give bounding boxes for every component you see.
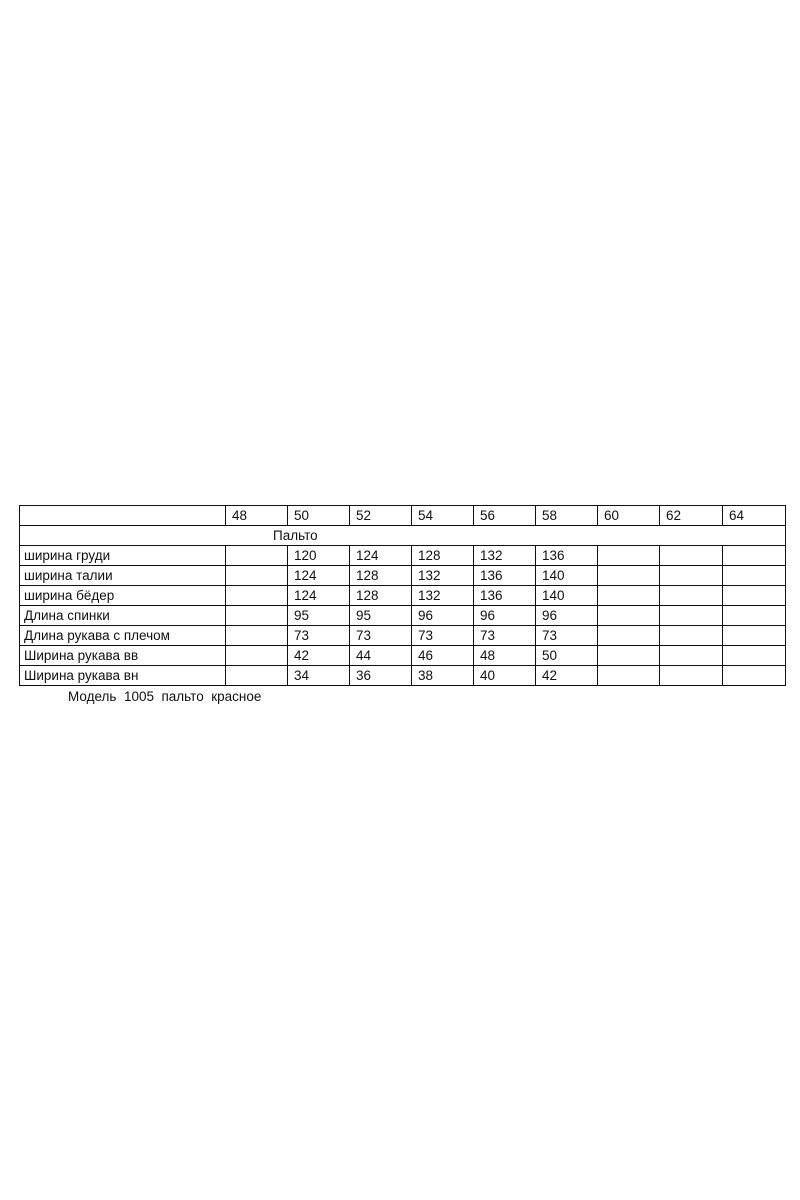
size-header-cell: 60: [598, 506, 660, 526]
table-cell: [723, 586, 786, 606]
table-cell: [660, 626, 723, 646]
size-header-cell: 56: [474, 506, 536, 526]
table-cell: 48: [474, 646, 536, 666]
table-cell: [598, 646, 660, 666]
table-cell: [226, 646, 288, 666]
table-cell: [723, 646, 786, 666]
row-label: ширина груди: [20, 546, 226, 566]
table-cell: [226, 626, 288, 646]
table-cell: 73: [288, 626, 350, 646]
table-cell: 132: [412, 586, 474, 606]
table-cell: 140: [536, 566, 598, 586]
table-cell: [723, 666, 786, 686]
table-cell: 73: [474, 626, 536, 646]
table-cell: 73: [536, 626, 598, 646]
table-row: [20, 566, 786, 586]
table-cell: [723, 546, 786, 566]
table-cell: 132: [474, 546, 536, 566]
size-header-cell: 50: [288, 506, 350, 526]
row-label: Длина рукава с плечом: [20, 626, 226, 646]
table-cell: 140: [536, 586, 598, 606]
table-cell: 34: [288, 666, 350, 686]
table-cell: [723, 566, 786, 586]
table-cell: [723, 626, 786, 646]
table-cell: 136: [474, 566, 536, 586]
size-chart-table: [19, 505, 786, 686]
table-row: [20, 606, 786, 626]
table-cell: 95: [288, 606, 350, 626]
table-cell: [723, 606, 786, 626]
table-cell: [660, 546, 723, 566]
table-cell: 124: [350, 546, 412, 566]
table-cell: 36: [350, 666, 412, 686]
table-cell: 128: [412, 546, 474, 566]
table-cell: 124: [288, 586, 350, 606]
row-label: Ширина рукава вн: [20, 666, 226, 686]
table-cell: 128: [350, 586, 412, 606]
table-cell: [226, 566, 288, 586]
section-title-row: [20, 526, 786, 546]
section-title: Пальто: [20, 526, 786, 546]
table-cell: [598, 586, 660, 606]
size-header-cell: 54: [412, 506, 474, 526]
table-cell: [226, 666, 288, 686]
table-cell: 120: [288, 546, 350, 566]
table-row: [20, 666, 786, 686]
table-row: [20, 646, 786, 666]
size-header-cell: 52: [350, 506, 412, 526]
size-header-cell: 58: [536, 506, 598, 526]
table-cell: 136: [474, 586, 536, 606]
table-cell: 44: [350, 646, 412, 666]
table-cell: [660, 666, 723, 686]
table-cell: 73: [350, 626, 412, 646]
table-cell: [660, 606, 723, 626]
table-cell: 50: [536, 646, 598, 666]
size-header-row: [20, 506, 786, 526]
table-cell: [226, 586, 288, 606]
table-cell: 40: [474, 666, 536, 686]
table-cell: [598, 546, 660, 566]
table-cell: [598, 566, 660, 586]
table-row: [20, 626, 786, 646]
model-caption: Модель 1005 пальто красное: [68, 689, 262, 704]
size-header-cell: 64: [723, 506, 786, 526]
table-cell: 42: [536, 666, 598, 686]
table-cell: 73: [412, 626, 474, 646]
table-cell: 136: [536, 546, 598, 566]
table-cell: 132: [412, 566, 474, 586]
table-cell: [598, 626, 660, 646]
size-header-cell: 62: [660, 506, 723, 526]
table-cell: 46: [412, 646, 474, 666]
table-cell: 124: [288, 566, 350, 586]
table-cell: 128: [350, 566, 412, 586]
table-cell: 96: [474, 606, 536, 626]
table-cell: 38: [412, 666, 474, 686]
row-label: ширина талии: [20, 566, 226, 586]
row-label: Длина спинки: [20, 606, 226, 626]
table-cell: [598, 606, 660, 626]
table-row: [20, 546, 786, 566]
table-cell: [660, 566, 723, 586]
table-row: [20, 586, 786, 606]
table-cell: 96: [412, 606, 474, 626]
table-cell: [598, 666, 660, 686]
size-header-cell: 48: [226, 506, 288, 526]
row-label: ширина бёдер: [20, 586, 226, 606]
header-corner-cell: [20, 506, 226, 526]
row-label: Ширина рукава вв: [20, 646, 226, 666]
table-cell: 42: [288, 646, 350, 666]
table-cell: 96: [536, 606, 598, 626]
table-cell: [226, 606, 288, 626]
table-cell: [226, 546, 288, 566]
table-cell: [660, 586, 723, 606]
table-cell: [660, 646, 723, 666]
table-cell: 95: [350, 606, 412, 626]
